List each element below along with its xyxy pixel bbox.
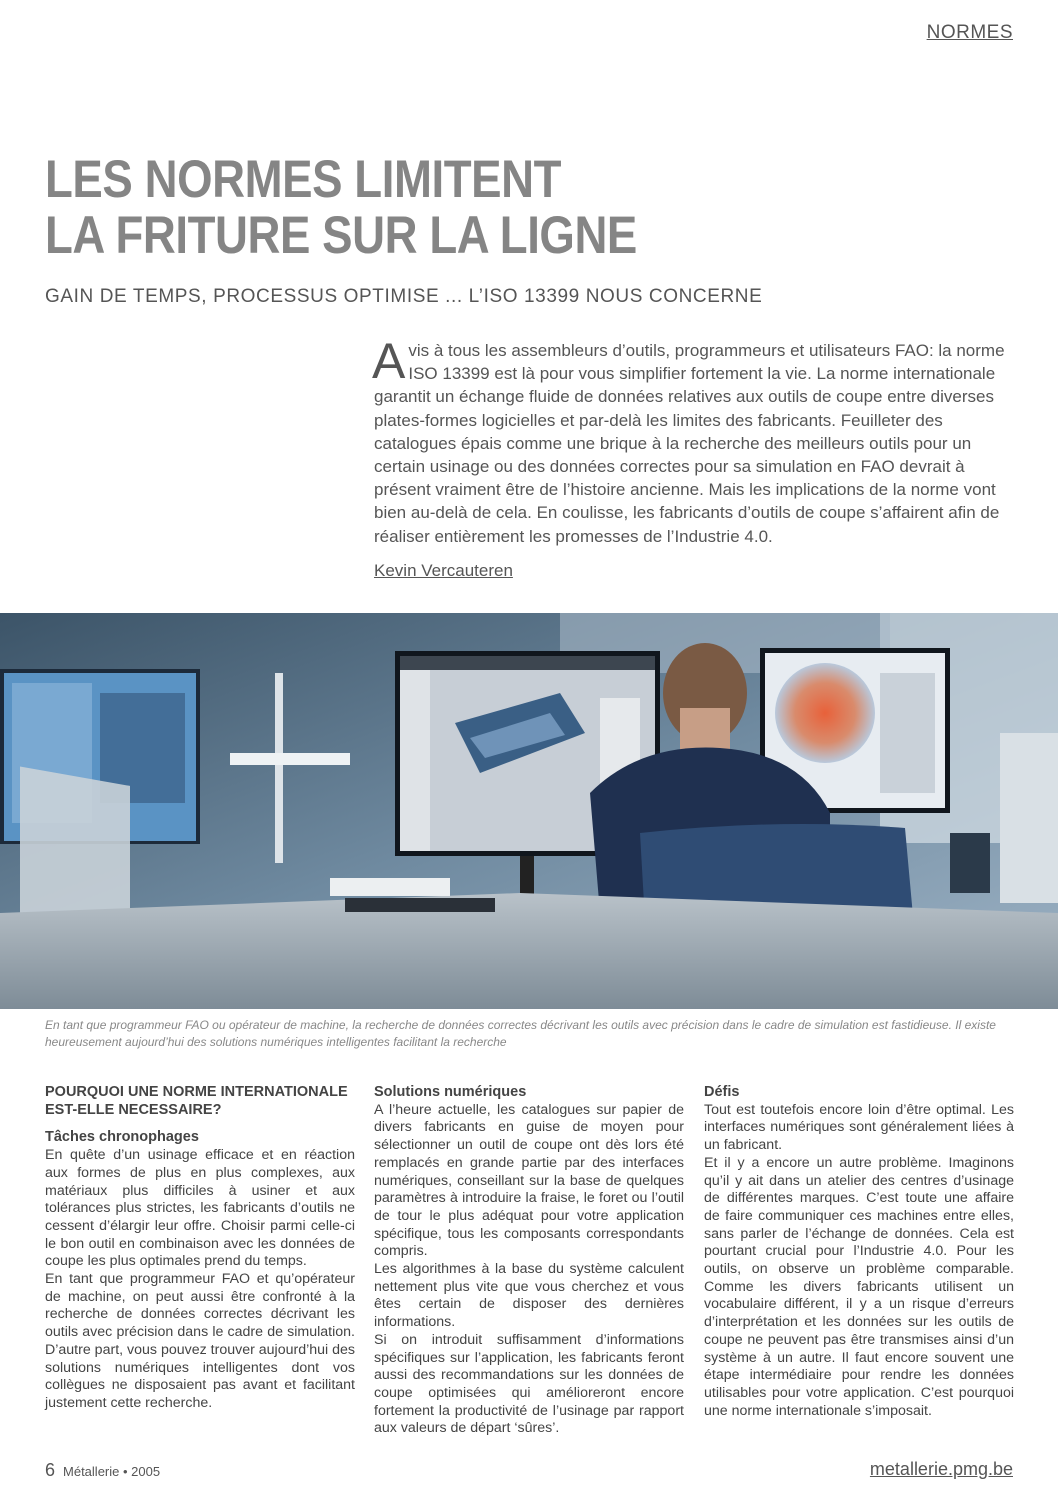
column-3 bbox=[704, 1084, 1014, 1420]
publication-name: Métallerie • 2005 bbox=[63, 1464, 161, 1479]
column-2 bbox=[374, 1084, 684, 1438]
column-1 bbox=[45, 1084, 355, 1413]
col2-heading: Solutions numériques bbox=[374, 1084, 527, 1100]
article-title bbox=[45, 152, 945, 264]
office-scene-illustration bbox=[0, 613, 1058, 1009]
title-line-2: LA FRITURE SUR LA LIGNE bbox=[45, 206, 637, 265]
title-line-1: LES NORMES LIMITENT bbox=[45, 150, 561, 209]
col2-paragraph-3: Si on introduit suffisamment d’informations spécifiques sur l’application, les fabricants feront aussi des recommandations sur les données de coupe optimisées qui amélioreront encore fortement la productivité de l’usinage par rapport aux valeurs de départ ‘sûres’. bbox=[374, 1331, 684, 1437]
article-photo bbox=[0, 613, 1058, 1009]
dropcap-letter: A bbox=[372, 333, 406, 389]
col2-paragraph-1: A l’heure actuelle, les catalogues sur papier de divers fabricants en guise de moyen pour sélectionner un outil de coupe ont dès lors été remplacés en grande partie par des interfaces numériques, conseillant sur la base de quelques paramètres à introduire la fraise, le foret ou l’outil de tour le plus adéquat pour votre application spécifique, tous les composants correspondants compris. bbox=[374, 1101, 684, 1260]
col3-paragraph-2: Et il y a encore un autre problème. Imaginons qu’il y ait dans un atelier des centres d’usinage de différentes marques. C’est toute une affaire de faire communiquer ces machines entre elles, sans parler de l’échange de données. Cela est pourtant crucial pour l’Industrie 4.0. Pour les outils, on observe un problème comparable. Comme les divers fabricants utilisent un vocabulaire différent, il y a un risque d’erreurs d’interprétation et les données sur les outils de coupe ne peuvent pas être transmises ainsi d’un système à un autre. Il faut encore souvent une étape intermédiaire pour rendre les données utilisables pour votre application. C’est pourquoi une norme internationale s’imposait. bbox=[704, 1154, 1014, 1419]
col1-subheading: Tâches chronophages bbox=[45, 1129, 199, 1146]
article-subtitle: GAIN DE TEMPS, PROCESSUS OPTIMISE ... L’ISO 13399 NOUS CONCERNE bbox=[45, 286, 763, 307]
author-link[interactable]: Kevin Vercauteren bbox=[374, 561, 513, 580]
col1-paragraph-2: En tant que programmeur FAO et qu’opérateur de machine, on peut aussi être confronté à la recherche de données correctes décrivant les outils avec précision dans le cadre de simulation. D’autre part, vous pouvez trouver aujourd’hui des solutions numériques intelligentes dont vos collègues ne disposaient pas avant et facilitant justement cette recherche. bbox=[45, 1271, 355, 1411]
col3-heading: Défis bbox=[704, 1084, 740, 1100]
article-intro bbox=[372, 333, 1012, 548]
section-tag[interactable]: NORMES bbox=[926, 22, 1013, 43]
col2-paragraph-2: Les algorithmes à la base du système calculent nettement plus vite que vous cherchez et vous êtes certain de disposer des dernières informations. bbox=[374, 1261, 684, 1331]
col1-paragraph-1: En quête d’un usinage efficace et en réaction aux formes de plus en plus complexes, aux matériaux plus difficiles à usiner et aux tolérances plus strictes, les fabricants d’outils ne cessent d’élargir leur offre. Choisir parmi celle-ci le bon outil en combinaison avec les données de coupe les plus optimales prend du temps. bbox=[45, 1147, 355, 1270]
intro-text: vis à tous les assembleurs d’outils, programmeurs et utilisateurs FAO: la norme ISO 13399 est là pour vous simplifier fortement la vie. La norme internationale garantit un échange fluide de données relatives aux outils de coupe entre diverses plates-formes logicielles et par-delà les limites des fabricants. Feuilleter des catalogues épais comme une brique à la recherche des meilleurs outils pour un certain usinage ou des données correctes pour sa simulation en FAO devrait à présent vraiment être de l’histoire ancienne. Mais les implications de la norme vont bien au-delà de cela. En coulisse, les fabricants d’outils de coupe s’affairent afin de réaliser entièrement les promesses de l’Industrie 4.0. bbox=[374, 341, 1005, 546]
website-link[interactable]: metallerie.pmg.be bbox=[869, 1459, 1013, 1479]
col1-heading: POURQUOI UNE NORME INTERNATIONALE EST-ELLE NECESSAIRE? bbox=[45, 1084, 348, 1118]
page-number: 6 bbox=[45, 1460, 56, 1480]
photo-caption: En tant que programmeur FAO ou opérateur de machine, la recherche de données correctes décrivant les outils avec précision dans le cadre de simulation est fastidieuse. Il existe heureusement aujourd’hui des solutions numériques intelligentes facilitant la recherche bbox=[45, 1018, 996, 1049]
footer-left bbox=[45, 1460, 160, 1481]
col3-paragraph-1: Tout est toutefois encore loin d’être optimal. Les interfaces numériques sont généralement liées à un fabricant. bbox=[704, 1101, 1014, 1154]
